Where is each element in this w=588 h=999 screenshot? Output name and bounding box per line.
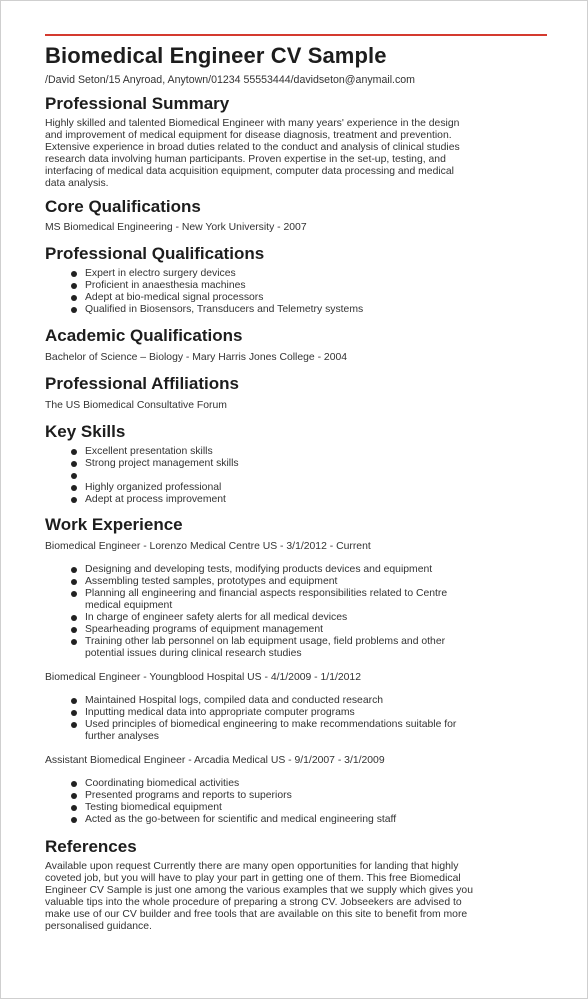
section-key-skills (45, 422, 549, 506)
list-item-line: further analyses (85, 731, 159, 743)
section-heading: Core Qualifications (45, 197, 201, 217)
section-heading: Professional Qualifications (45, 244, 265, 264)
summary-line: interfacing of medical data acquisition equipment, computer data processing and medical (45, 165, 454, 177)
list-item: Proficient in anaesthesia machines (85, 280, 549, 292)
list-item: Strong project management skills (85, 458, 549, 470)
list-item: In charge of engineer safety alerts for all medical devices (85, 612, 549, 624)
job-duties-list (45, 778, 549, 826)
header-rule (45, 34, 547, 36)
list-item: Designing and developing tests, modifying products devices and equipment (85, 564, 549, 576)
section-heading: References (45, 837, 137, 857)
section-professional-affiliations (45, 374, 549, 412)
professional-list (45, 268, 549, 316)
summary-line: and improvement of medical equipment for disease diagnosis, treatment and prevention. (45, 129, 452, 141)
list-item: Presented programs and reports to superiors (85, 790, 549, 802)
list-item (85, 636, 549, 660)
section-professional-qualifications (45, 244, 549, 316)
summary-text (45, 118, 549, 189)
list-item-line: Planning all engineering and financial aspects responsibilities related to Centre (85, 588, 448, 600)
section-references (45, 837, 549, 932)
list-item-line: potential issues during clinical research studies (85, 648, 302, 660)
references-line: make use of our CV builder and free tools that are available on this site to benefit from more (45, 909, 468, 921)
list-item: Testing biomedical equipment (85, 802, 549, 814)
list-item: Highly organized professional (85, 482, 549, 494)
list-item-line: medical equipment (85, 600, 173, 612)
academic-qualification: Bachelor of Science – Biology - Mary Harris Jones College - 2004 (45, 352, 348, 364)
section-professional-summary (45, 94, 549, 189)
section-heading: Work Experience (45, 515, 183, 535)
section-heading: Professional Affiliations (45, 374, 239, 394)
section-heading: Academic Qualifications (45, 326, 243, 346)
section-academic-qualifications (45, 326, 549, 364)
references-line: coveted job, but you will have to play your part in getting one of them. This free Biomedical (45, 873, 461, 885)
job-duties-list (45, 695, 549, 743)
list-item-line: Used principles of biomedical engineering to make recommendations suitable for (85, 719, 457, 731)
list-item: Acted as the go-between for scientific and medical engineering staff (85, 814, 549, 826)
list-item: Coordinating biomedical activities (85, 778, 549, 790)
list-item: Adept at bio-medical signal processors (85, 292, 549, 304)
list-item: Expert in electro surgery devices (85, 268, 549, 280)
contact-line: /David Seton/15 Anyroad, Anytown/01234 55553444/davidseton@anymail.com (45, 74, 416, 86)
job-title: Biomedical Engineer - Youngblood Hospital US - 4/1/2009 - 1/1/2012 (45, 672, 361, 684)
summary-line: research data involving human participants. Proven expertise in the set-up, testing, and (45, 153, 446, 165)
list-item: Spearheading programs of equipment management (85, 624, 549, 636)
core-qualification: MS Biomedical Engineering - New York University - 2007 (45, 222, 307, 234)
job-duties-list (45, 564, 549, 660)
section-work-experience (45, 515, 549, 826)
cv-content (45, 37, 549, 933)
section-heading: Professional Summary (45, 94, 230, 113)
list-item-line: Training other lab personnel on lab equipment usage, field problems and other (85, 636, 446, 648)
list-item: Inputting medical data into appropriate computer programs (85, 707, 549, 719)
list-item (85, 588, 549, 612)
affiliation: The US Biomedical Consultative Forum (45, 400, 227, 412)
section-heading: Key Skills (45, 422, 126, 442)
list-item: Adept at process improvement (85, 494, 549, 506)
list-item (85, 470, 549, 482)
job-title: Biomedical Engineer - Lorenzo Medical Centre US - 3/1/2012 - Current (45, 541, 371, 553)
references-line: Available upon request Currently there are many open opportunities for landing that highly (45, 861, 459, 873)
references-text (45, 861, 549, 932)
list-item: Qualified in Biosensors, Transducers and Telemetry systems (85, 304, 549, 316)
list-item (85, 719, 549, 743)
references-line: personalised guidance. (45, 920, 152, 932)
list-item: Maintained Hospital logs, compiled data and conducted research (85, 695, 549, 707)
job-title: Assistant Biomedical Engineer - Arcadia Medical US - 9/1/2007 - 3/1/2009 (45, 755, 385, 767)
section-core-qualifications (45, 197, 549, 234)
summary-line: Highly skilled and talented Biomedical Engineer with many years' experience in the design (45, 118, 460, 129)
summary-line: data analysis. (45, 177, 109, 189)
list-item: Excellent presentation skills (85, 446, 549, 458)
list-item: Assembling tested samples, prototypes and equipment (85, 576, 549, 588)
page-title: Biomedical Engineer CV Sample (45, 43, 387, 68)
references-line: valuable tips into the whole procedure of preparing a strong CV. Jobseekers are advised to (45, 897, 462, 909)
references-line: Engineer CV Sample is just one among the various examples that we supply which gives you (45, 885, 473, 897)
skills-list (45, 446, 549, 506)
summary-line: Extensive experience in broad duties related to the conduct and analysis of clinical studies (45, 141, 460, 153)
